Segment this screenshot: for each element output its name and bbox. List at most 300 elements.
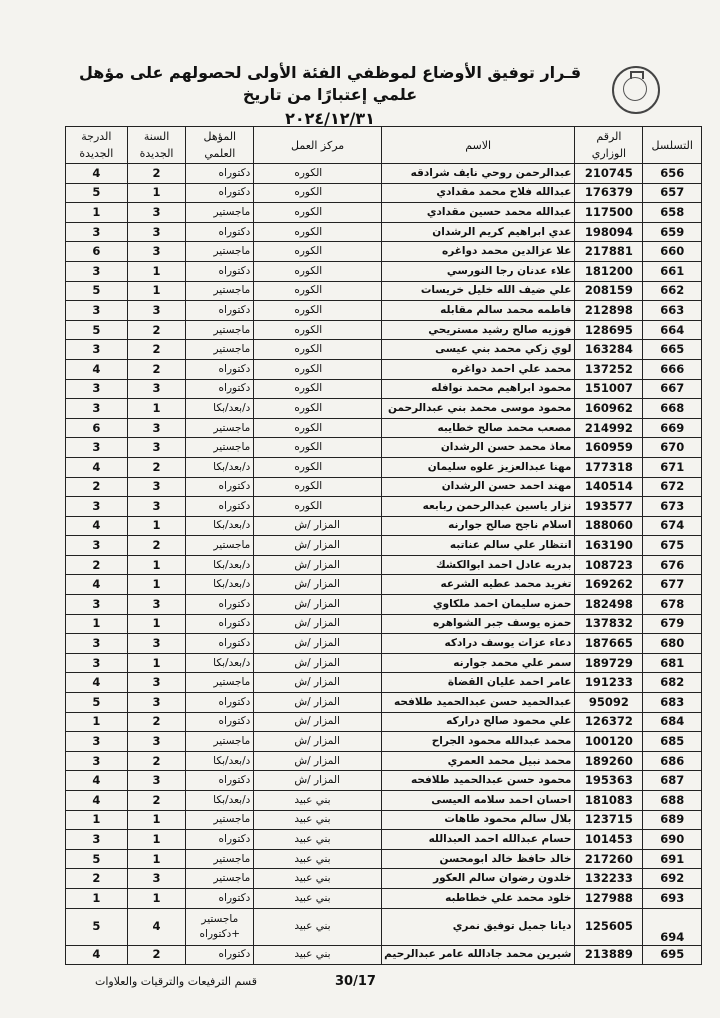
cell-serial: 665 <box>643 340 702 360</box>
table-row <box>66 751 702 771</box>
col-new-year: السنة الجديدة <box>127 127 186 164</box>
cell-new-grade: 4 <box>66 575 128 595</box>
cell-qualification: د/بعد/بكا <box>186 555 254 575</box>
cell-qualification: دكتوراه <box>186 595 254 615</box>
cell-qualification: دكتوراه <box>186 164 254 184</box>
table-row <box>66 810 702 830</box>
cell-new-year: 2 <box>127 791 186 811</box>
cell-name: محمود موسى محمد بني عبدالرحمن <box>381 399 575 419</box>
table-row <box>66 497 702 517</box>
col-work-center: مركز العمل <box>254 127 382 164</box>
cell-ministry-number: 108723 <box>575 555 643 575</box>
table-row <box>66 281 702 301</box>
cell-work-center: المزار /ش <box>254 693 382 713</box>
cell-new-grade: 3 <box>66 653 128 673</box>
cell-ministry-number: 217260 <box>575 849 643 869</box>
cell-serial: 679 <box>643 614 702 634</box>
cell-work-center: الكوره <box>254 164 382 184</box>
table-row <box>66 222 702 242</box>
cell-new-year: 3 <box>127 771 186 791</box>
cell-ministry-number: 195363 <box>575 771 643 791</box>
cell-new-year: 1 <box>127 614 186 634</box>
table-row <box>66 595 702 615</box>
cell-work-center: الكوره <box>254 242 382 262</box>
cell-serial: 657 <box>643 183 702 203</box>
cell-new-grade: 5 <box>66 849 128 869</box>
cell-serial: 660 <box>643 242 702 262</box>
cell-qualification: دكتوراه <box>186 771 254 791</box>
document-header <box>70 62 590 130</box>
cell-qualification: ماجستير <box>186 869 254 889</box>
cell-name: عبدالله محمد حسين مقدادي <box>381 203 575 223</box>
cell-serial: 670 <box>643 438 702 458</box>
cell-serial: 663 <box>643 301 702 321</box>
cell-name: عدي ابراهيم كريم الرشدان <box>381 222 575 242</box>
cell-new-grade: 6 <box>66 242 128 262</box>
cell-new-year: 3 <box>127 222 186 242</box>
cell-serial: 678 <box>643 595 702 615</box>
cell-name: بلال سالم محمود طاهات <box>381 810 575 830</box>
cell-new-year: 3 <box>127 379 186 399</box>
cell-new-year: 3 <box>127 634 186 654</box>
cell-new-year: 1 <box>127 555 186 575</box>
cell-ministry-number: 163284 <box>575 340 643 360</box>
cell-name: دعاء عزات يوسف درادكه <box>381 634 575 654</box>
cell-new-grade: 1 <box>66 203 128 223</box>
cell-new-grade: 3 <box>66 536 128 556</box>
cell-ministry-number: 177318 <box>575 457 643 477</box>
cell-new-year: 3 <box>127 301 186 321</box>
cell-work-center: المزار /ش <box>254 555 382 575</box>
cell-work-center: المزار /ش <box>254 673 382 693</box>
cell-new-grade: 5 <box>66 281 128 301</box>
cell-name: علي محمود صالح دراركه <box>381 712 575 732</box>
cell-serial: 680 <box>643 634 702 654</box>
cell-qualification: دكتوراه <box>186 945 254 965</box>
table-row <box>66 399 702 419</box>
table-row <box>66 261 702 281</box>
cell-serial: 681 <box>643 653 702 673</box>
cell-work-center: الكوره <box>254 301 382 321</box>
col-serial: التسلسل <box>643 127 702 164</box>
cell-serial: 672 <box>643 477 702 497</box>
cell-work-center: المزار /ش <box>254 653 382 673</box>
cell-new-grade: 2 <box>66 477 128 497</box>
cell-serial: 690 <box>643 830 702 850</box>
table-row <box>66 849 702 869</box>
cell-new-year: 3 <box>127 732 186 752</box>
cell-work-center: المزار /ش <box>254 634 382 654</box>
cell-qualification: دكتوراه <box>186 712 254 732</box>
cell-serial: 674 <box>643 516 702 536</box>
cell-name: خلود محمد علي خطاطبه <box>381 888 575 908</box>
cell-serial: 676 <box>643 555 702 575</box>
cell-work-center: الكوره <box>254 261 382 281</box>
cell-new-grade: 1 <box>66 810 128 830</box>
cell-qualification: ماجستير <box>186 438 254 458</box>
cell-work-center: المزار /ش <box>254 536 382 556</box>
cell-qualification: دكتوراه <box>186 614 254 634</box>
cell-new-year: 1 <box>127 810 186 830</box>
cell-work-center: الكوره <box>254 281 382 301</box>
cell-new-grade: 3 <box>66 732 128 752</box>
cell-work-center: بني عبيد <box>254 908 382 945</box>
cell-serial: 673 <box>643 497 702 517</box>
cell-qualification: دكتوراه <box>186 830 254 850</box>
table-row <box>66 301 702 321</box>
cell-new-grade: 3 <box>66 222 128 242</box>
cell-name: تغريد محمد عطيه الشرعه <box>381 575 575 595</box>
seal-inner-ring <box>623 77 647 101</box>
cell-qualification: ماجستير <box>186 281 254 301</box>
table-row <box>66 575 702 595</box>
cell-new-grade: 5 <box>66 320 128 340</box>
cell-qualification: دكتوراه <box>186 359 254 379</box>
cell-qualification: ماجستير <box>186 849 254 869</box>
cell-new-year: 2 <box>127 320 186 340</box>
table-row <box>66 634 702 654</box>
table-row <box>66 340 702 360</box>
cell-work-center: المزار /ش <box>254 712 382 732</box>
cell-ministry-number: 210745 <box>575 164 643 184</box>
cell-new-year: 2 <box>127 751 186 771</box>
table-row <box>66 888 702 908</box>
cell-new-grade: 5 <box>66 693 128 713</box>
cell-work-center: بني عبيد <box>254 945 382 965</box>
table-row <box>66 457 702 477</box>
cell-work-center: الكوره <box>254 203 382 223</box>
cell-qualification: ماجستير <box>186 418 254 438</box>
document-date: ٢٠٢٤/١٢/٣١ <box>285 109 375 128</box>
cell-ministry-number: 163190 <box>575 536 643 556</box>
cell-new-year: 1 <box>127 261 186 281</box>
cell-qualification: ماجستير <box>186 242 254 262</box>
cell-serial: 658 <box>643 203 702 223</box>
cell-serial: 667 <box>643 379 702 399</box>
col-new-grade: الدرجة الجديدة <box>66 127 128 164</box>
cell-qualification: دكتوراه <box>186 497 254 517</box>
cell-work-center: الكوره <box>254 359 382 379</box>
cell-name: سمر علي محمد جوارنه <box>381 653 575 673</box>
cell-qualification: ماجستير <box>186 320 254 340</box>
cell-serial: 682 <box>643 673 702 693</box>
cell-new-grade: 4 <box>66 945 128 965</box>
cell-new-grade: 4 <box>66 164 128 184</box>
cell-name: فوزيه صالح رشيد مستريحي <box>381 320 575 340</box>
cell-ministry-number: 213889 <box>575 945 643 965</box>
cell-name: علا عزالدين محمد دواغره <box>381 242 575 262</box>
cell-new-grade: 5 <box>66 183 128 203</box>
cell-qualification: ماجستير <box>186 673 254 693</box>
cell-new-year: 3 <box>127 673 186 693</box>
cell-new-grade: 5 <box>66 908 128 945</box>
cell-work-center: الكوره <box>254 399 382 419</box>
cell-serial: 664 <box>643 320 702 340</box>
cell-work-center: الكوره <box>254 457 382 477</box>
cell-name: اسلام ناجح صالح جوارنه <box>381 516 575 536</box>
cell-new-year: 1 <box>127 281 186 301</box>
cell-ministry-number: 187665 <box>575 634 643 654</box>
cell-qualification: دكتوراه <box>186 222 254 242</box>
cell-work-center: الكوره <box>254 340 382 360</box>
cell-new-year: 2 <box>127 945 186 965</box>
cell-work-center: الكوره <box>254 477 382 497</box>
cell-work-center: الكوره <box>254 418 382 438</box>
cell-ministry-number: 151007 <box>575 379 643 399</box>
cell-ministry-number: 181083 <box>575 791 643 811</box>
table-row <box>66 242 702 262</box>
cell-qualification: دكتوراه <box>186 888 254 908</box>
cell-serial: 659 <box>643 222 702 242</box>
cell-new-grade: 4 <box>66 457 128 477</box>
cell-ministry-number: 160962 <box>575 399 643 419</box>
cell-new-grade: 4 <box>66 359 128 379</box>
cell-ministry-number: 126372 <box>575 712 643 732</box>
cell-ministry-number: 188060 <box>575 516 643 536</box>
cell-new-grade: 3 <box>66 379 128 399</box>
cell-serial: 683 <box>643 693 702 713</box>
cell-serial: 692 <box>643 869 702 889</box>
cell-ministry-number: 125605 <box>575 908 643 945</box>
cell-name: حسام عبدالله احمد العبدالله <box>381 830 575 850</box>
cell-ministry-number: 137252 <box>575 359 643 379</box>
cell-new-year: 3 <box>127 595 186 615</box>
cell-new-year: 3 <box>127 203 186 223</box>
cell-new-grade: 2 <box>66 869 128 889</box>
cell-qualification: ماجستير <box>186 203 254 223</box>
cell-work-center: المزار /ش <box>254 516 382 536</box>
cell-new-grade: 3 <box>66 634 128 654</box>
cell-new-year: 3 <box>127 869 186 889</box>
table-row <box>66 945 702 965</box>
cell-name: علي ضيف الله خليل خريسات <box>381 281 575 301</box>
table-row <box>66 555 702 575</box>
cell-new-year: 3 <box>127 477 186 497</box>
table-row <box>66 830 702 850</box>
cell-ministry-number: 160959 <box>575 438 643 458</box>
cell-new-year: 1 <box>127 830 186 850</box>
cell-name: محمود حسن عبدالحميد طلافحه <box>381 771 575 791</box>
cell-ministry-number: 128695 <box>575 320 643 340</box>
cell-serial: 684 <box>643 712 702 732</box>
cell-name: معاذ محمد حسن الرشدان <box>381 438 575 458</box>
cell-new-grade: 3 <box>66 595 128 615</box>
cell-name: عامر احمد عليان القضاة <box>381 673 575 693</box>
table-row <box>66 653 702 673</box>
cell-ministry-number: 117500 <box>575 203 643 223</box>
cell-qualification: د/بعد/بكا <box>186 399 254 419</box>
cell-serial: 689 <box>643 810 702 830</box>
table-row <box>66 693 702 713</box>
cell-work-center: الكوره <box>254 183 382 203</box>
cell-new-year: 1 <box>127 575 186 595</box>
cell-new-grade: 3 <box>66 340 128 360</box>
cell-new-year: 1 <box>127 183 186 203</box>
cell-work-center: الكوره <box>254 438 382 458</box>
cell-ministry-number: 176379 <box>575 183 643 203</box>
cell-ministry-number: 182498 <box>575 595 643 615</box>
cell-new-year: 3 <box>127 693 186 713</box>
col-name: الاسم <box>381 127 575 164</box>
col-qualification: المؤهل العلمي <box>186 127 254 164</box>
cell-qualification: د/بعد/بكا <box>186 575 254 595</box>
table-row <box>66 908 702 945</box>
cell-name: حمزه سليمان احمد ملكاوي <box>381 595 575 615</box>
table-header-row <box>66 127 702 164</box>
cell-new-grade: 3 <box>66 497 128 517</box>
cell-new-grade: 3 <box>66 301 128 321</box>
cell-ministry-number: 137832 <box>575 614 643 634</box>
cell-new-year: 1 <box>127 516 186 536</box>
cell-ministry-number: 212898 <box>575 301 643 321</box>
department-name: قسم الترفيعات والترقيات والعلاوات <box>95 975 257 988</box>
cell-qualification: دكتوراه <box>186 379 254 399</box>
cell-new-grade: 4 <box>66 771 128 791</box>
cell-work-center: بني عبيد <box>254 888 382 908</box>
page-number: 30/17 <box>335 974 376 989</box>
cell-new-year: 1 <box>127 399 186 419</box>
cell-ministry-number: 132233 <box>575 869 643 889</box>
cell-qualification: ماجستير <box>186 732 254 752</box>
cell-ministry-number: 140514 <box>575 477 643 497</box>
cell-ministry-number: 101453 <box>575 830 643 850</box>
table-row <box>66 379 702 399</box>
table-row <box>66 164 702 184</box>
cell-serial: 656 <box>643 164 702 184</box>
cell-new-grade: 2 <box>66 555 128 575</box>
cell-name: نزار ياسين عبدالرحمن ربابعه <box>381 497 575 517</box>
cell-work-center: المزار /ش <box>254 732 382 752</box>
cell-new-grade: 1 <box>66 712 128 732</box>
cell-name: مهند احمد حسن الرشدان <box>381 477 575 497</box>
cell-work-center: المزار /ش <box>254 575 382 595</box>
table-row <box>66 732 702 752</box>
cell-work-center: بني عبيد <box>254 810 382 830</box>
table-row <box>66 673 702 693</box>
cell-ministry-number: 193577 <box>575 497 643 517</box>
cell-name: عبدالرحمن روحي نايف شرادقه <box>381 164 575 184</box>
cell-new-year: 2 <box>127 457 186 477</box>
cell-name: خلدون رضوان سالم العكور <box>381 869 575 889</box>
cell-qualification: دكتوراه <box>186 261 254 281</box>
cell-serial: 661 <box>643 261 702 281</box>
cell-qualification: دكتوراه <box>186 634 254 654</box>
cell-new-year: 3 <box>127 497 186 517</box>
cell-work-center: الكوره <box>254 379 382 399</box>
cell-serial: 693 <box>643 888 702 908</box>
cell-new-grade: 6 <box>66 418 128 438</box>
cell-name: بدريه عادل احمد ابوالكشك <box>381 555 575 575</box>
cell-new-year: 4 <box>127 908 186 945</box>
cell-new-year: 1 <box>127 849 186 869</box>
cell-name: حمزه يوسف جبر الشواهره <box>381 614 575 634</box>
table-row <box>66 203 702 223</box>
cell-work-center: الكوره <box>254 222 382 242</box>
cell-name: مصعب محمد صالح خطايبه <box>381 418 575 438</box>
cell-name: علاء عدنان رجا النورسي <box>381 261 575 281</box>
cell-new-year: 3 <box>127 438 186 458</box>
table-row <box>66 438 702 458</box>
cell-qualification: دكتوراه <box>186 301 254 321</box>
cell-ministry-number: 169262 <box>575 575 643 595</box>
table-row <box>66 791 702 811</box>
cell-new-grade: 3 <box>66 438 128 458</box>
cell-new-year: 1 <box>127 653 186 673</box>
cell-name: شيرين محمد جادالله عامر عبدالرحيم <box>381 945 575 965</box>
cell-work-center: المزار /ش <box>254 771 382 791</box>
cell-new-grade: 4 <box>66 673 128 693</box>
cell-work-center: المزار /ش <box>254 595 382 615</box>
cell-serial: 666 <box>643 359 702 379</box>
table-row <box>66 359 702 379</box>
table-row <box>66 614 702 634</box>
employees-table <box>65 126 702 965</box>
cell-new-grade: 3 <box>66 751 128 771</box>
cell-ministry-number: 127988 <box>575 888 643 908</box>
cell-qualification: د/بعد/بكا <box>186 457 254 477</box>
table-row <box>66 320 702 340</box>
cell-name: محمد علي احمد دواغره <box>381 359 575 379</box>
cell-qualification: دكتوراه <box>186 183 254 203</box>
cell-serial: 675 <box>643 536 702 556</box>
cell-new-grade: 3 <box>66 399 128 419</box>
cell-work-center: بني عبيد <box>254 869 382 889</box>
cell-ministry-number: 189729 <box>575 653 643 673</box>
cell-name: احسان احمد سلامه العيسى <box>381 791 575 811</box>
cell-qualification: د/بعد/بكا <box>186 516 254 536</box>
cell-new-year: 2 <box>127 164 186 184</box>
cell-qualification: ماجستير <box>186 340 254 360</box>
cell-name: عبدالحميد حسن عبدالحميد طلافحه <box>381 693 575 713</box>
cell-ministry-number: 208159 <box>575 281 643 301</box>
cell-ministry-number: 189260 <box>575 751 643 771</box>
table-row <box>66 712 702 732</box>
cell-serial: 691 <box>643 849 702 869</box>
cell-new-grade: 3 <box>66 830 128 850</box>
cell-new-grade: 4 <box>66 516 128 536</box>
cell-serial: 695 <box>643 945 702 965</box>
cell-new-year: 2 <box>127 536 186 556</box>
cell-name: لوي زكي محمد بني عيسى <box>381 340 575 360</box>
cell-new-grade: 3 <box>66 261 128 281</box>
table-row <box>66 418 702 438</box>
cell-new-year: 2 <box>127 712 186 732</box>
table-row <box>66 477 702 497</box>
cell-serial: 669 <box>643 418 702 438</box>
cell-ministry-number: 191233 <box>575 673 643 693</box>
document-title: قـرار توفيق الأوضاع لموظفي الفئة الأولى لحصولهم على مؤهل علمي إعتبارًا من تاريخ <box>78 63 582 104</box>
cell-ministry-number: 181200 <box>575 261 643 281</box>
cell-name: محمود ابراهيم محمد نوافله <box>381 379 575 399</box>
cell-name: عبدالله فلاح محمد مقدادي <box>381 183 575 203</box>
cell-serial: 671 <box>643 457 702 477</box>
cell-work-center: بني عبيد <box>254 849 382 869</box>
cell-work-center: بني عبيد <box>254 791 382 811</box>
cell-ministry-number: 217881 <box>575 242 643 262</box>
cell-serial: 694 <box>643 908 702 945</box>
cell-name: محمد نبيل محمد العمري <box>381 751 575 771</box>
cell-serial: 687 <box>643 771 702 791</box>
col-ministry-number: الرقم الوزاري <box>575 127 643 164</box>
table-row <box>66 771 702 791</box>
cell-qualification: ماجستير <box>186 810 254 830</box>
cell-serial: 677 <box>643 575 702 595</box>
table-row <box>66 183 702 203</box>
ministry-seal-icon <box>612 66 660 114</box>
cell-ministry-number: 100120 <box>575 732 643 752</box>
cell-qualification: دكتوراه <box>186 693 254 713</box>
cell-qualification: د/بعد/بكا <box>186 653 254 673</box>
